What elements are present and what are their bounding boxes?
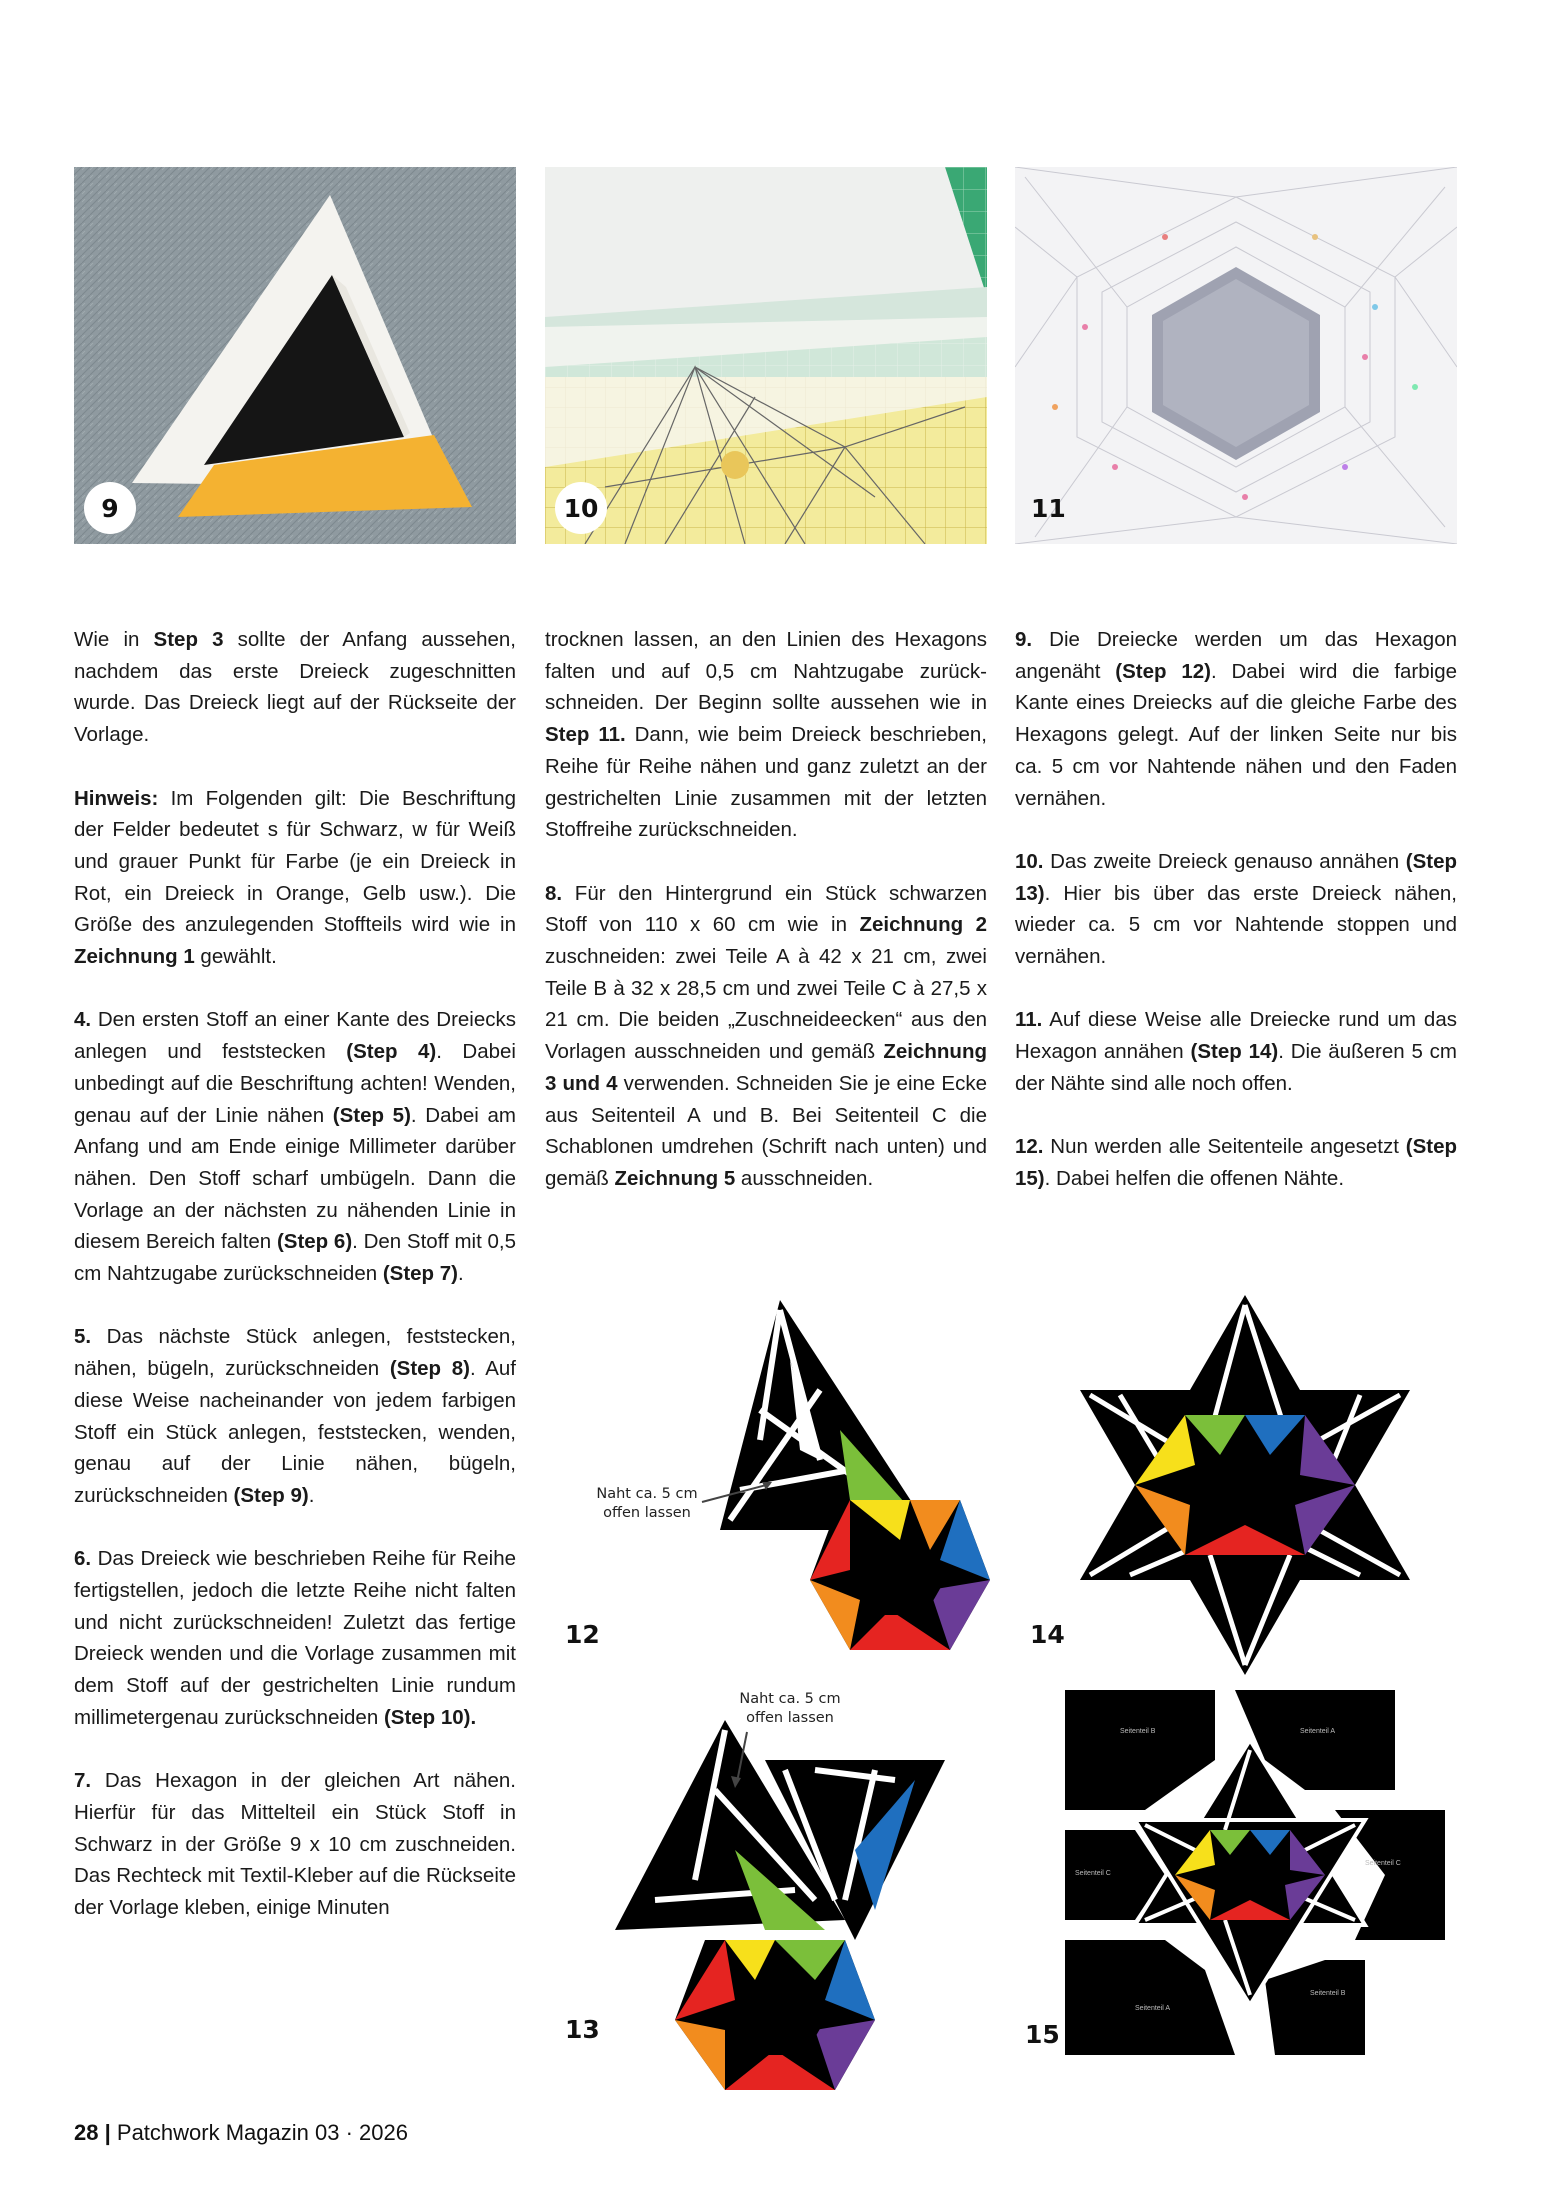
paragraph-left-1 — [74, 624, 516, 751]
figure-15-panel-label: Seitenteil C — [1365, 1860, 1401, 1867]
body-text: Den ersten Stoff an einer Kante des Dreiecks anlegen und feststecken — [74, 1008, 516, 1064]
body-text: verwenden. Schneiden Sie je eine Ecke aus Seitenteil A und B. Bei Seitenteil C die Schablonen umdrehen (Schrift nach unten) und gemäß — [545, 1071, 987, 1190]
figure-13-note — [725, 1690, 855, 1728]
figure-15-panel-label: Seitenteil A — [1135, 2005, 1171, 2012]
bold-text: 9. — [1015, 628, 1033, 651]
figure-15-panel-label: Seitenteil A — [1300, 1728, 1336, 1735]
body-text: Auf diese Weise alle Dreiecke rund um das Hexagon annähen — [1015, 1008, 1457, 1064]
paragraph-left-4 — [74, 1321, 516, 1511]
bold-text: (Step 13) — [1015, 849, 1457, 905]
body-text: Für den Hintergrund ein Stück schwarzen Stoff von 110 x 60 cm wie in — [545, 881, 987, 937]
body-text: . Die äußeren 5 cm der Nähte sind alle noch offen. — [1015, 1040, 1457, 1095]
paragraph-left-6 — [74, 1765, 516, 1924]
text-column-left — [74, 624, 516, 1955]
bold-text: 4. — [74, 1008, 92, 1032]
page-number: 28 — [74, 2120, 99, 2145]
footer-separator: | — [104, 2120, 111, 2145]
paragraph-left-5 — [74, 1543, 516, 1733]
text-column-middle — [545, 624, 987, 1226]
figure-12-label: 12 — [565, 1620, 600, 1649]
body-text: . Hier bis über das erste Dreieck nähen, wieder ca. 5 cm vor Nahtende stoppen und vernähen. — [1015, 881, 1457, 969]
figure-13-label: 13 — [565, 2015, 600, 2044]
text-column-right — [1015, 624, 1457, 1226]
paragraph-middle-2 — [545, 878, 987, 1195]
body-text: gewählt. — [194, 945, 277, 969]
bold-text: Step 11. — [545, 723, 626, 747]
body-text: . Dabei wird die farbige Kante eines Dreiecks auf die gleiche Farbe des Hexagons gelegt. Auf der linken Seite nur bis ca. 5 cm vor Nahtende nähen und den Faden vernähen. — [1015, 659, 1457, 810]
photo-11-label: 11 — [1031, 493, 1066, 523]
paragraph-left-2 — [74, 783, 516, 973]
body-text: trocknen lassen, an den Linien des Hexagons falten und auf 0,5 cm Nahtzugabe zurückschneiden. Der Beginn sollte aussehen wie in — [545, 628, 987, 715]
body-text: Das Hexagon in der gleichen Art nähen. Hierfür für das Mittelteil ein Stück Stoff in Schwarz in der Größe 9 x 10 cm zuschneiden. Das Rechteck mit Textil-Kleber auf die Rückseite der Vorlage kleben, einige Minuten — [74, 1769, 516, 1920]
photo-9 — [74, 167, 516, 544]
body-text: Das Dreieck wie beschrieben Reihe für Reihe fertigstellen, jedoch die letzte Reihe nicht falten und nicht zurückschneiden! Zuletzt das fertige Dreieck wenden und die Vorlage zusammen mit dem Stoff auf der gestrichelten Linie rundum millimetergenau zurückschneiden — [74, 1547, 516, 1729]
photo-10-label: 10 — [555, 482, 607, 534]
bold-text: (Step 9) — [233, 1483, 309, 1507]
bold-text: (Step 8) — [389, 1357, 470, 1381]
paragraph-right-2 — [1015, 846, 1457, 973]
figure-15 — [1065, 1690, 1445, 2055]
figure-13 — [615, 1700, 945, 2090]
paragraph-right-4 — [1015, 1131, 1457, 1194]
bold-text: 6. — [74, 1547, 92, 1571]
page-footer — [74, 2120, 408, 2146]
figure-12-arrow-icon — [700, 1478, 780, 1508]
paragraph-middle-1 — [545, 624, 987, 846]
figure-13-arrow-icon — [725, 1730, 755, 1790]
figure-12-note-line1: Naht ca. 5 cm — [596, 1486, 698, 1502]
body-text: . Dabei helfen die offenen Nähte. — [1044, 1166, 1345, 1190]
body-text: Im Folgenden gilt: Die Beschriftung der Felder bedeutet s für Schwarz, w für Weiß und grauer Punkt für Farbe (je ein Dreieck in Rot, ein Dreieck in Orange, Gelb usw.). Die Größe des anzulegenden Stoffteils wird wie in — [74, 786, 516, 937]
figure-15-panel-label: Seitenteil B — [1120, 1728, 1156, 1735]
body-text: sollte der Anfang aussehen, nachdem das erste Dreieck zugeschnitten wurde. Das Dreieck liegt auf der Rückseite der Vorlage. — [74, 628, 516, 747]
photo-9-image — [74, 167, 516, 544]
bold-text: Zeichnung 2 — [859, 913, 987, 937]
bold-text: (Step 14) — [1190, 1040, 1279, 1064]
body-text: Die Dreiecke werden um das Hexagon angenäht — [1015, 628, 1457, 683]
figure-15-label: 15 — [1025, 2020, 1060, 2049]
bold-text: (Step 4) — [346, 1040, 437, 1064]
body-text: Das zweite Dreieck genauso annähen — [1043, 849, 1406, 873]
figure-14-label: 14 — [1030, 1620, 1065, 1649]
figure-13-drawing — [615, 1700, 945, 2090]
paragraph-right-3 — [1015, 1004, 1457, 1099]
photo-11 — [1015, 167, 1457, 544]
body-text: Das nächste Stück anlegen, feststecken, nähen, bügeln, zurückschneiden — [74, 1325, 516, 1381]
body-text: . Dabei am Anfang und am Ende einige Millimeter darüber nähen. Den Stoff scharf umbügeln. Dann die Vorlage an der nächsten zu nähenden Linie in diesem Bereich falten — [74, 1103, 516, 1254]
body-text: . — [308, 1483, 315, 1507]
body-text: . — [458, 1262, 464, 1286]
magazine-name: Patchwork Magazin — [116, 2120, 309, 2145]
body-text: . Dabei unbedingt auf die Beschriftung achten! Wenden, genau auf der Linie nähen — [74, 1040, 516, 1127]
figure-13-note-line1: Naht ca. 5 cm — [739, 1691, 841, 1707]
photo-11-image — [1015, 167, 1457, 544]
figure-15-panel-label: Seitenteil B — [1310, 1990, 1346, 1997]
photo-10 — [545, 167, 987, 544]
figure-13-note-line2: offen lassen — [746, 1710, 834, 1726]
bold-text: (Step 7) — [382, 1262, 458, 1286]
figure-12-note — [582, 1485, 712, 1523]
figure-12 — [700, 1290, 990, 1650]
paragraph-left-3 — [74, 1004, 516, 1289]
figure-15-panel-label: Seitenteil C — [1075, 1870, 1111, 1877]
figure-14-drawing — [1060, 1295, 1430, 1675]
body-text: . Auf diese Weise nacheinander von jedem farbigen Stoff ein Stück anlegen, feststecken, wenden, genau auf der Linie nähen, bügeln, zurückschneiden — [74, 1357, 516, 1507]
bold-text: Step 3 — [153, 628, 224, 651]
bold-text: (Step 5) — [332, 1103, 411, 1127]
bold-text: 7. — [74, 1769, 92, 1793]
bold-text: 10. — [1015, 849, 1044, 873]
body-text: . Den Stoff mit 0,5 cm Nahtzugabe zurückschneiden — [74, 1230, 516, 1286]
body-text: Nun werden alle Seitenteile angesetzt — [1043, 1135, 1406, 1159]
bold-text: 8. — [545, 881, 563, 905]
bold-text: Zeichnung 3 und 4 — [545, 1040, 987, 1095]
bold-text: Hinweis: — [74, 786, 159, 810]
figure-12-drawing — [700, 1290, 990, 1650]
photo-9-label: 9 — [84, 482, 136, 534]
bold-text: (Step 12) — [1115, 659, 1211, 683]
body-text: Wie in — [74, 628, 154, 651]
figure-12-note-line2: offen lassen — [603, 1505, 691, 1521]
bold-text: (Step 15) — [1015, 1135, 1457, 1190]
bold-text: 5. — [74, 1325, 92, 1349]
bold-text: (Step 10). — [383, 1705, 477, 1729]
body-text: zuschneiden: zwei Teile A à 42 x 21 cm, zwei Teile B à 32 x 28,5 cm und zwei Teile C à 27,5 x 21 cm. Die beiden „Zuschneideecken“ aus den Vorlagen ausschneiden und gemäß — [545, 945, 987, 1064]
bold-text: (Step 6) — [276, 1230, 353, 1254]
issue-number: 03 · 2026 — [315, 2120, 408, 2145]
bold-text: 11. — [1015, 1008, 1043, 1032]
figure-15-drawing — [1065, 1690, 1445, 2055]
body-text: Dann, wie beim Dreieck beschrieben, Reihe für Reihe nähen und ganz zuletzt an der gestrichelten Linie zusammen mit der letzten Stoffreihe zurückschneiden. — [545, 723, 987, 842]
bold-text: Zeichnung 1 — [74, 945, 195, 969]
paragraph-right-1 — [1015, 624, 1457, 814]
figure-14 — [1060, 1295, 1430, 1675]
body-text: ausschneiden. — [735, 1166, 874, 1190]
bold-text: 12. — [1015, 1135, 1044, 1159]
photo-10-image — [545, 167, 987, 544]
bold-text: Zeichnung 5 — [614, 1166, 736, 1190]
